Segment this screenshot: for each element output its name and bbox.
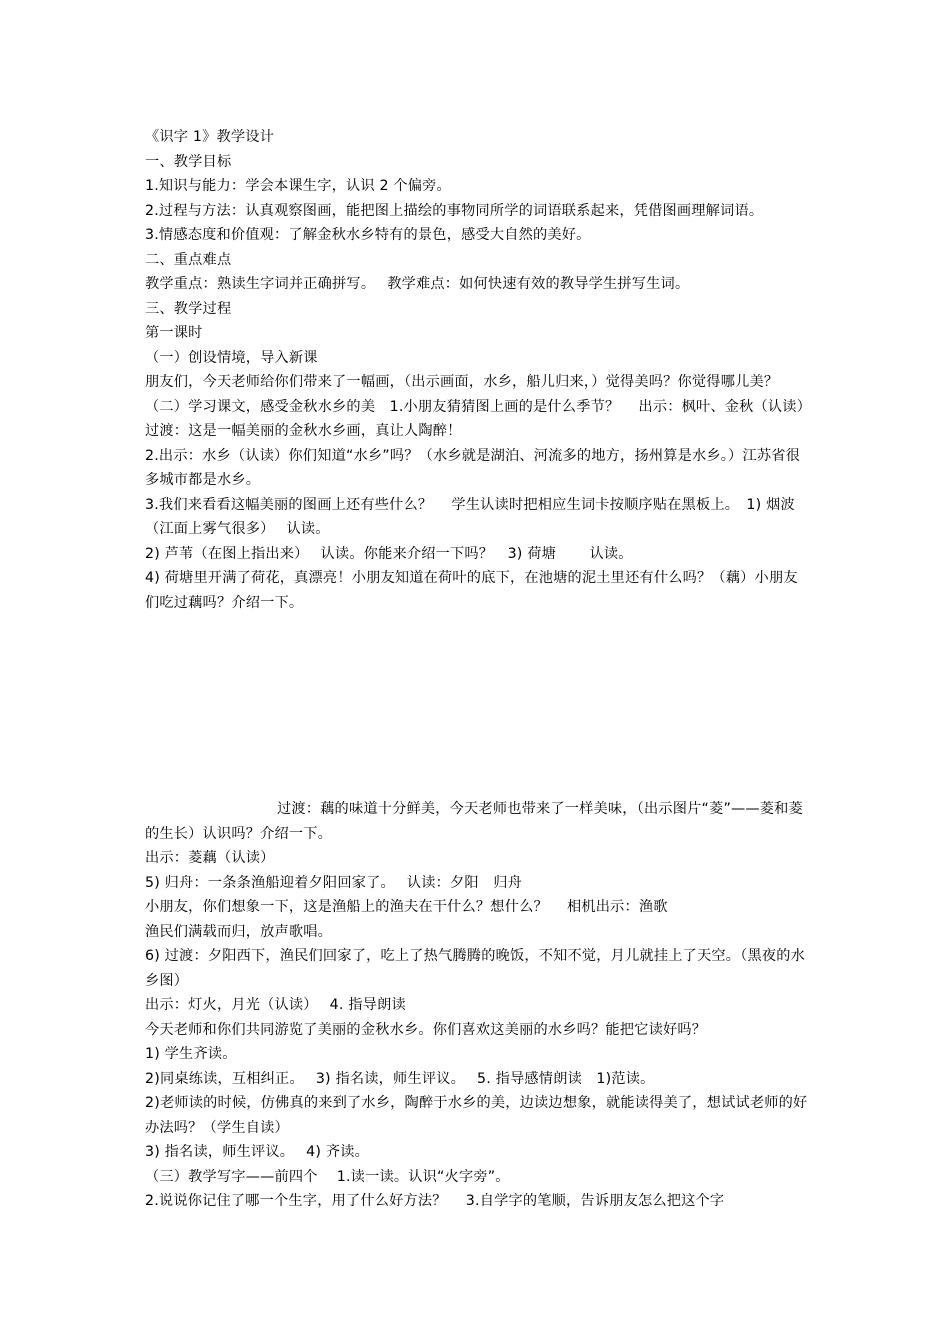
paragraph: 3) 指名读，师生评议。 4) 齐读。 xyxy=(145,1144,369,1160)
paragraph: 过渡：这是一幅美丽的金秋水乡画，真让人陶醉！ xyxy=(145,423,462,439)
section-heading: 一、教学目标 xyxy=(145,153,232,170)
section-heading: 三、教学过程 xyxy=(145,300,232,317)
paragraph: 朋友们，今天老师给你们带来了一幅画，（出示画面，水乡，船儿归来，）觉得美吗？你觉得哪儿美？ xyxy=(145,374,779,390)
paragraph: 小朋友，你们想象一下，这是渔船上的渔夫在干什么？想什么？ 相机出示：渔歌 xyxy=(145,899,668,915)
paragraph: 3.我们来看看这幅美丽的图画上还有些什么？ 学生认读时把相应生词卡按顺序贴在黑板上。 1) 烟波（江面上雾气很多） 认读。 xyxy=(145,496,795,537)
section-heading: 二、重点难点 xyxy=(145,251,232,268)
page-1-text xyxy=(145,125,810,615)
paragraph: 出示：灯火，月光（认读） 4. 指导朗读 xyxy=(145,997,406,1013)
document-title: 《识字 1》教学设计 xyxy=(145,129,275,145)
subsection-heading: （三）教学写字——前四个 1.读一读。认识“火字旁”。 xyxy=(145,1168,510,1185)
paragraph: 过渡：藕的味道十分鲜美，今天老师也带来了一样美味，（出示图片“菱”——菱和菱的生长）认识吗？介绍一下。 xyxy=(145,801,803,842)
paragraph: 2.出示：水乡（认读）你们知道“水乡”吗？（水乡就是湖泊、河流多的地方，扬州算是水乡。）江苏省很多城市都是水乡。 xyxy=(145,447,800,488)
paragraph: 3.情感态度和价值观：了解金秋水乡特有的景色，感受大自然的美好。 xyxy=(145,227,591,243)
paragraph: 2) 芦苇（在图上指出来） 认读。你能来介绍一下吗？ 3) 荷塘 认读。 xyxy=(145,545,633,562)
paragraph: 6) 过渡：夕阳西下，渔民们回家了，吃上了热气腾腾的晚饭，不知不觉，月儿就挂上了天空。（黑夜的水乡图） xyxy=(145,948,806,989)
page-2-text xyxy=(145,797,810,1214)
paragraph: 4) 荷塘里开满了荷花，真漂亮！小朋友知道在荷叶的底下，在池塘的泥土里还有什么吗？（藕）小朋友们吃过藕吗？介绍一下。 xyxy=(145,570,798,611)
paragraph: 1) 学生齐读。 xyxy=(145,1046,237,1062)
paragraph: 1.知识与能力：学会本课生字，认识 2 个偏旁。 xyxy=(145,178,451,194)
paragraph: 5) 归舟：一条条渔船迎着夕阳回家了。 认读：夕阳 归舟 xyxy=(145,874,522,891)
paragraph: 2)同桌练读，互相纠正。 3) 指名读，师生评议。 5. 指导感情朗读 1)范读。 xyxy=(145,1070,655,1087)
subsection-heading: （一）创设情境，导入新课 xyxy=(145,349,318,366)
paragraph: 渔民们满载而归，放声歌唱。 xyxy=(145,923,333,940)
paragraph: 2)老师读的时候，仿佛真的来到了水乡，陶醉于水乡的美，边读边想象，就能读得美了，想试试老师的好办法吗？（学生自读） xyxy=(145,1095,808,1136)
paragraph: 2.过程与方法：认真观察图画，能把图上描绘的事物同所学的词语联系起来，凭借图画理解词语。 xyxy=(145,202,764,219)
paragraph: 2.说说你记住了哪一个生字，用了什么好方法？ 3.自学字的笔顺，告诉朋友怎么把这个字 xyxy=(145,1193,725,1209)
paragraph: 出示：菱藕（认读） xyxy=(145,850,275,866)
subsection-heading: 第一课时 xyxy=(145,325,203,341)
paragraph: 教学重点：熟读生字词并正确拼写。 教学难点：如何快速有效的教导学生拼写生词。 xyxy=(145,276,690,292)
paragraph: 今天老师和你们共同游览了美丽的金秋水乡。你们喜欢这美丽的水乡吗？能把它读好吗？ xyxy=(145,1021,707,1038)
paragraph: （二）学习课文，感受金秋水乡的美 1.小朋友猜猜图上画的是什么季节？ 出示：枫叶、金秋（认读） xyxy=(145,398,812,415)
